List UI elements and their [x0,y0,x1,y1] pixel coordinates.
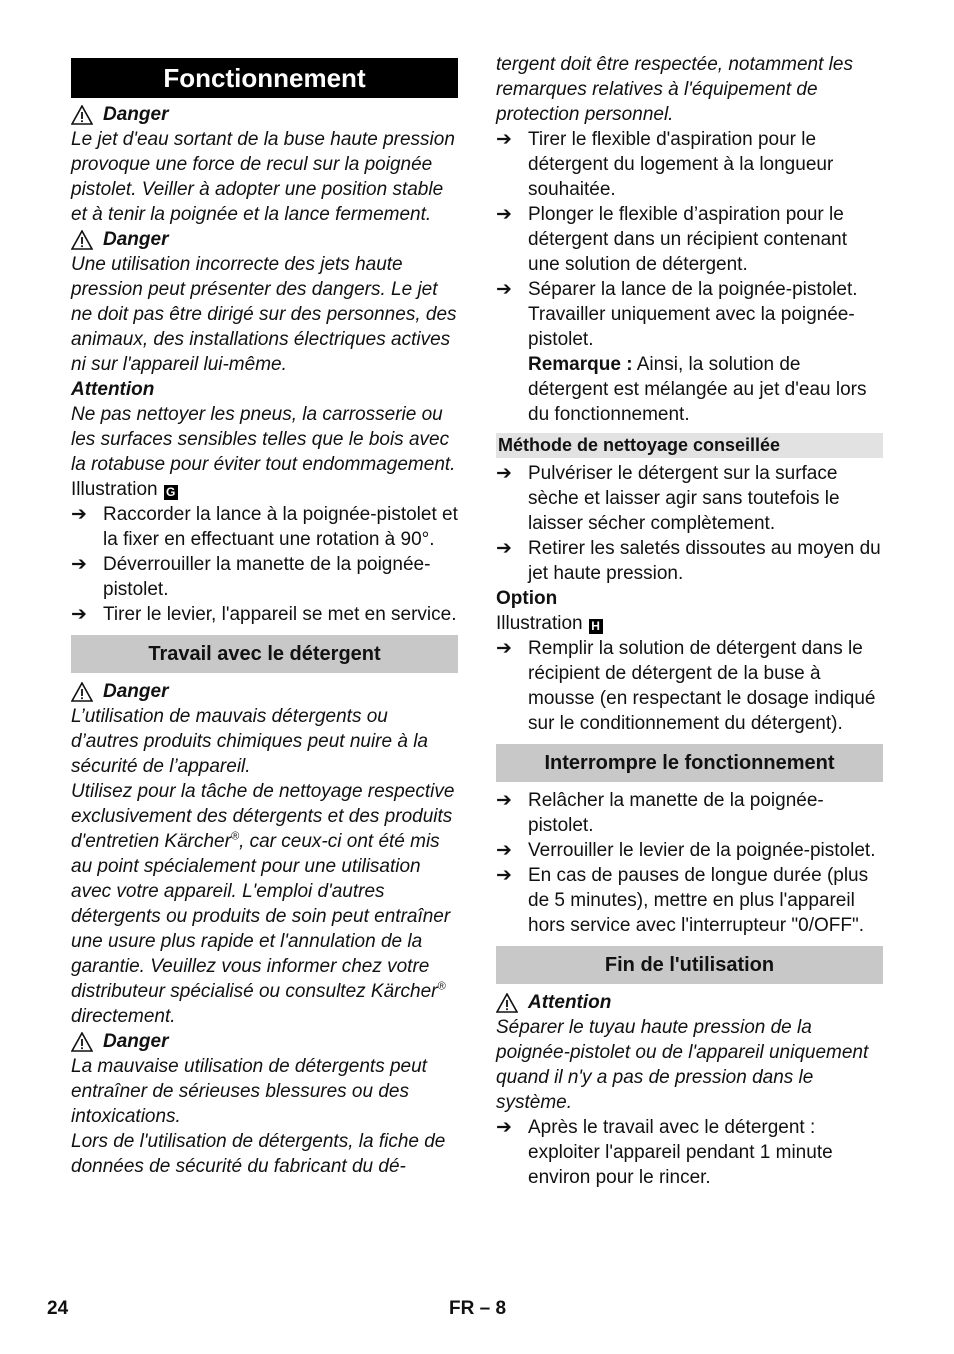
section-title-interrompre: Interrompre le fonctionnement [496,744,883,782]
illustration-reference [71,477,458,502]
danger-text: La mauvaise utilisation de détergents peut entraîner de sérieuses blessures ou des intoxications. [71,1056,427,1127]
arrow-right-icon: ➔ [496,538,512,559]
arrow-right-icon: ➔ [496,790,512,811]
illustration-reference [496,611,883,636]
danger-warning [71,679,458,704]
left-column [71,52,458,1179]
page-number: 24 [47,1298,69,1319]
danger-label: Danger [103,1031,169,1052]
figure-letter-badge: H [589,619,603,634]
danger-text: Lors de l'utilisation de détergents, la fiche de données de sécurité du fabricant du dé- [71,1131,446,1177]
danger-text: Le jet d'eau sortant de la buse haute pression provoque une force de recul sur la poignée pistolet. Veiller à adopter une position stable et à tenir la poignée et la lance fermement. [71,129,455,225]
list-item [71,502,458,552]
arrow-right-icon: ➔ [496,129,512,150]
danger-label: Danger [103,104,169,125]
arrow-right-icon: ➔ [496,865,512,886]
registered-mark: ® [437,980,446,993]
right-column [496,52,883,1190]
option-label: Option [496,588,558,609]
attention-text: Ne pas nettoyer les pneus, la carrosserie ou les surfaces sensibles telles que le bois avec la rotabuse pour éviter tout endommagement. [71,404,456,475]
attention-text: Séparer le tuyau haute pression de la poignée-pistolet ou de l'appareil uniquement quand il n'y a pas de pression dans le système. [496,1017,869,1113]
warning-triangle-icon [71,105,93,125]
danger-text [71,779,458,1029]
warning-triangle-icon [71,1032,93,1052]
list-item [496,536,883,586]
step-text: Séparer la lance de la poignée-pistolet. Travailler uniquement avec la poignée-pistolet. [528,279,858,350]
arrow-right-icon: ➔ [496,638,512,659]
text-span: , car ceux-ci ont été mis au point spécialement pour une utilisation avec votre appareil. L'emploi d'autres détergents ou produits de soin peut entraîner une usure plus rapide et l'annulation de la garantie. Veuillez vous informer chez votre distributeur spécialisé ou consultez Kärcher [71,831,451,1002]
list-item [71,602,458,627]
step-text: Après le travail avec le détergent : exploiter l'appareil pendant 1 minute environ pour le rincer. [528,1117,833,1188]
arrow-right-icon: ➔ [496,840,512,861]
list-item [496,838,883,863]
list-item [71,552,458,602]
list-item [496,127,883,202]
arrow-right-icon: ➔ [496,279,512,300]
illustration-label: Illustration [71,479,158,500]
warning-triangle-icon [496,993,518,1013]
figure-letter-badge: G [164,485,178,500]
danger-warning [71,227,458,252]
step-text: En cas de pauses de longue durée (plus de 5 minutes), mettre en plus l'appareil hors service avec l'interrupteur "0/OFF". [528,865,869,936]
language-page-indicator: FR – 8 [449,1298,507,1319]
text-span: directement. [71,1006,176,1027]
note-label: Remarque : [528,354,633,375]
subsection-title-methode: Méthode de nettoyage conseillée [496,433,883,458]
step-text: Plonger le flexible d’aspiration pour le détergent dans un récipient contenant une solution de détergent. [528,204,848,275]
attention-label: Attention [528,992,612,1013]
arrow-right-icon: ➔ [71,554,87,575]
continued-text: tergent doit être respectée, notamment les remarques relatives à l'équipement de protection personnel. [496,54,853,125]
arrow-right-icon: ➔ [71,604,87,625]
text-span: Utilisez pour la tâche de nettoyage respective exclusivement des détergents et des produits d'entretien Kärcher [71,781,455,852]
step-text: Pulvériser le détergent sur la surface sèche et laisser agir sans toutefois le laisser sécher complètement. [528,463,840,534]
list-item [496,863,883,938]
attention-label: Attention [71,379,155,400]
danger-warning [71,102,458,127]
arrow-right-icon: ➔ [496,463,512,484]
list-item [496,636,883,736]
warning-triangle-icon [71,682,93,702]
step-text: Verrouiller le levier de la poignée-pistolet. [528,840,876,861]
attention-warning [496,990,883,1015]
step-text: Déverrouiller la manette de la poignée-pistolet. [103,554,431,600]
step-text: Tirer le flexible d'aspiration pour le détergent du logement à la longueur souhaitée. [528,129,834,200]
arrow-right-icon: ➔ [496,204,512,225]
step-text: Remplir la solution de détergent dans le récipient de détergent de la buse à mousse (en respectant le dosage indiqué sur le conditionnement du détergent). [528,638,876,734]
section-title-detergent: Travail avec le détergent [71,635,458,673]
step-text: Raccorder la lance à la poignée-pistolet et la fixer en effectuant une rotation à 90°. [103,504,458,550]
list-item [496,277,883,352]
registered-mark: ® [230,830,240,843]
section-title-fin: Fin de l'utilisation [496,946,883,984]
note-text [496,352,883,427]
danger-warning [71,1029,458,1054]
danger-label: Danger [103,681,169,702]
danger-text: L’utilisation de mauvais détergents ou d’autres produits chimiques peut nuire à la sécurité de l’appareil. [71,706,428,777]
arrow-right-icon: ➔ [496,1117,512,1138]
step-text: Tirer le levier, l'appareil se met en service. [103,604,457,625]
arrow-right-icon: ➔ [71,504,87,525]
illustration-label: Illustration [496,613,583,634]
danger-label: Danger [103,229,169,250]
warning-triangle-icon [71,230,93,250]
list-item [496,1115,883,1190]
list-item [496,202,883,277]
step-text: Relâcher la manette de la poignée-pistolet. [528,790,824,836]
list-item [496,461,883,536]
step-text: Retirer les saletés dissoutes au moyen du jet haute pression. [528,538,881,584]
list-item [496,788,883,838]
note-body: Ainsi, la solution de détergent est mélangée au jet d'eau lors du fonctionnement. [528,354,867,425]
danger-text: Une utilisation incorrecte des jets haute pression peut présenter des dangers. Le jet ne doit pas être dirigé sur des personnes, des animaux, des installations électriques actives ni sur l'appareil lui-même. [71,254,457,375]
section-title-fonctionnement: Fonctionnement [71,58,458,98]
